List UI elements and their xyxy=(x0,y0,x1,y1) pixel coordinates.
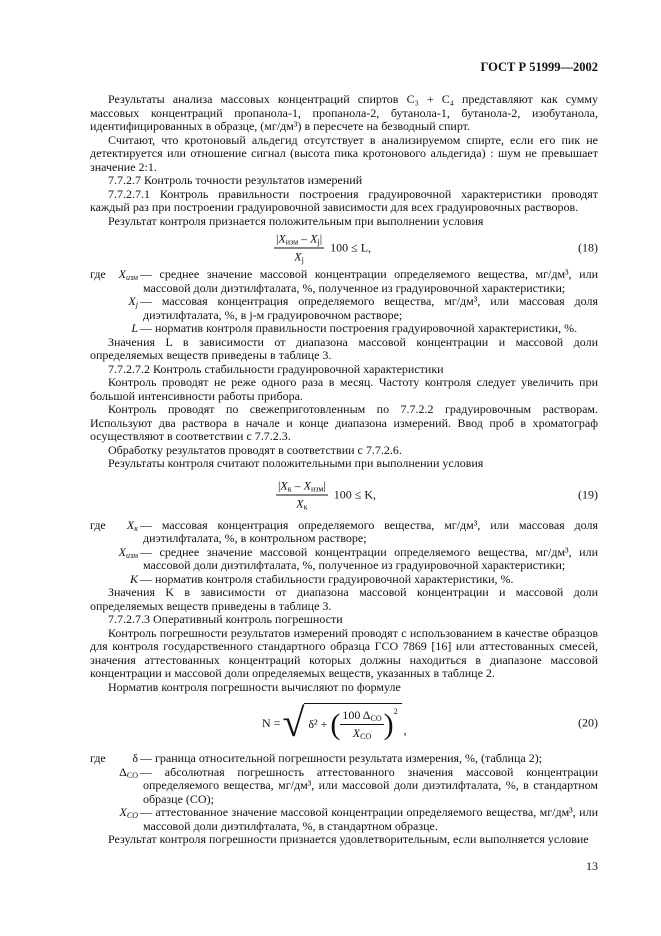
definition-x-co: $X_{CO}$ — аттестованное значение массовой концентрации определяемого вещества, мг/дм³, или массовой доли диэтилфталата, %, в стандартном образце. xyxy=(90,806,598,833)
definition-x-j: $X_j$ — массовая концентрация определяемого вещества, мг/дм³, или массовая доля диэтилфталата, %, в j-м градуировочном растворе; xyxy=(90,295,598,322)
symbol: $\Delta_{CO}$ xyxy=(119,764,138,780)
equation-number-20: (20) xyxy=(578,715,598,730)
definition-x-izm: где $X_{изм}$ — среднее значение массовой концентрации определяемого вещества, мг/дм³, или массовой доли диэтилфталата, %, полученное из градуировочной характеристики; xyxy=(90,267,598,295)
document-header: ГОСТ Р 51999—2002 xyxy=(480,60,598,74)
where-label: где xyxy=(90,517,106,532)
definition-k: K — норматив контроля стабильности градуировочной характеристики, %. xyxy=(90,573,598,587)
symbol: $X_j$ xyxy=(128,294,138,309)
symbol: L xyxy=(131,321,138,335)
paragraph-formula-intro: Норматив контроля погрешности вычисляют по формуле xyxy=(108,679,401,694)
equation-18-block xyxy=(90,228,598,268)
definition-delta-co: $\Delta_{CO}$ — абсолютная погрешность аттестованного значения массовой концентрации определяемого вещества, мг/дм³, или массовой доли диэтилфталата, %, в стандартном образце (СО); xyxy=(90,766,598,807)
paragraph-frequency: Контроль проводят не реже одного раза в месяц. Частоту контроля следует увеличить при большой интенсивности работы прибора. xyxy=(90,375,598,403)
paragraph-error-control: Контроль погрешности результатов измерений проводят с использованием в качестве образцов для контроля государственного стандартного образца ГСО 7869 [16] или аттестованных смесей, значения аттестованных концентраций которых должны находиться в диапазоне массовой концентрации и массовой доли определяемых веществ, указанных в таблице 2. xyxy=(90,625,598,680)
paragraph-k-values: Значения K в зависимости от диапазона массовой концентрации и массовой доли определяемых веществ приведены в таблице 3. xyxy=(90,585,598,613)
symbol: K xyxy=(129,571,138,586)
paragraph-crotonaldehyde: Считают, что кротоновый альдегид отсутствует в анализируемом спирте, если его пик не детектируется или отношение сигнал (высота пика кротонового альдегида) : шум не превышает значение 2:1. xyxy=(90,132,598,174)
symbol: $X_{изм}$ xyxy=(118,544,138,560)
where-label: где xyxy=(90,751,106,765)
definition-x-izm-2: $X_{изм}$ — среднее значение массовой концентрации определяемого вещества, мг/дм³, или массовой доли диэтилфталата, %, полученное из градуировочной характеристики; xyxy=(90,546,598,573)
paragraph-condition-19: Результаты контроля считают положительными при выполнении условия xyxy=(108,456,484,470)
definition-x-k: где $X_к$ — массовая концентрация определяемого вещества, мг/дм³, или массовая доля диэтилфталата, %, в контрольном растворе; xyxy=(90,517,598,545)
page-number: 13 xyxy=(586,858,598,873)
paragraph-condition-18: Результат контроля признается положительным при выполнении условия xyxy=(108,213,484,228)
symbol: $X_{изм}$ xyxy=(118,267,138,282)
section-heading-7727: 7.7.2.7 Контроль точности результатов измерений xyxy=(108,173,363,187)
paragraph-processing: Обработку результатов проводят в соответствии с 7.7.2.6. xyxy=(108,442,402,457)
equation-number-18: (18) xyxy=(578,240,598,255)
equation-20: N = √ δ² + ( $\frac{100 \Delta_{CO}}{X_{CO}}$ ) 2 , xyxy=(262,700,407,745)
fraction: $\frac{|X_к - X_{изм}|}{X_к}$ xyxy=(278,478,326,511)
paragraph-satisfactory: Результат контроля погрешности признается удовлетворительным, если выполняется условие xyxy=(108,832,589,846)
symbol: δ xyxy=(132,751,138,765)
symbol: $X_{CO}$ xyxy=(119,805,138,820)
symbol: $X_к$ xyxy=(126,517,138,533)
equation-20-block xyxy=(90,694,598,752)
definition-l: L — норматив контроля правильности построения градуировочной характеристики, %. xyxy=(90,322,598,336)
paragraph-solutions: Контроль проводят по свежеприготовленным по 7.7.2.2 градуировочным растворам. Используют два раствора в начале и конце диапазона измерений. Ввод проб в хроматограф осуществляют в соответствии с 7.7.2.3. xyxy=(90,402,598,443)
document-body xyxy=(90,93,598,874)
section-77271: 7.7.2.7.1 Контроль правильности построения градуировочной характеристики проводят каждый раз при построении градуировочной зависимости для всех градуировочных растворов. xyxy=(90,186,598,214)
equation-19-block xyxy=(90,471,598,519)
equation-rhs: 100 ≤ K, xyxy=(333,487,377,501)
equation-rhs: 100 ≤ L, xyxy=(330,240,372,255)
equation-18 xyxy=(274,232,371,265)
fraction: $\frac{|X_{изм} - X_j|}{X_j}$ xyxy=(276,231,323,265)
paragraph-alcohols: Результаты анализа массовых концентраций спиртов C₃ + C₄ представляют как сумму массовых концентраций пропанола-1, пропанола-2, бутанола-1, бутанола-2, изобутанола, идентифицированных в образце, (мг/дм³) в пересчете на безводный спирт. xyxy=(90,92,598,133)
section-heading-77273: 7.7.2.7.3 Оперативный контроль погрешности xyxy=(108,612,343,626)
paragraph-l-values: Значения L в зависимости от диапазона массовой концентрации и массовой доли определяемых веществ приведены в таблице 3. xyxy=(90,334,598,362)
equation-number-19: (19) xyxy=(578,487,598,501)
square-root: √ δ² + ( $\frac{100 \Delta_{CO}}{X_{CO}}$ ) 2 xyxy=(282,703,401,743)
equation-19 xyxy=(276,478,376,511)
where-label: где xyxy=(90,267,106,281)
section-heading-77272: 7.7.2.7.2 Контроль стабильности градуировочной характеристики xyxy=(108,361,444,376)
definition-delta: где δ — граница относительной погрешности результата измерения, %, (таблица 2); xyxy=(90,751,543,765)
